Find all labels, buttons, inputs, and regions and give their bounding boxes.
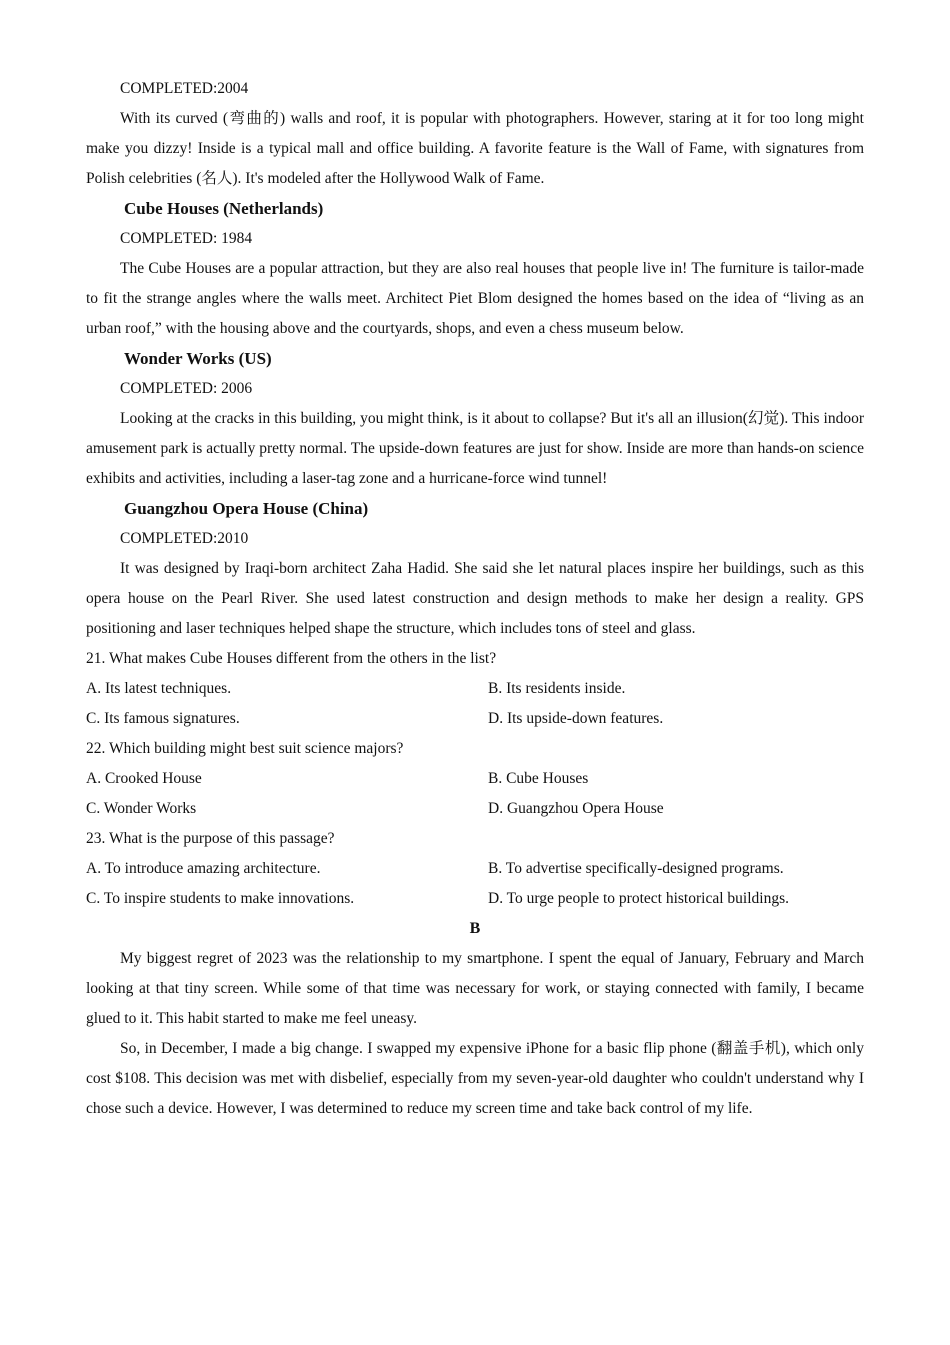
option-a: A. To introduce amazing architecture. bbox=[86, 860, 321, 877]
completed-date: COMPLETED: 1984 bbox=[120, 230, 253, 247]
heading-wonder-works: Wonder Works (US) bbox=[124, 349, 272, 368]
option-d: D. Guangzhou Opera House bbox=[488, 800, 664, 817]
section-b-heading: B bbox=[469, 920, 481, 937]
completed-date: COMPLETED: 2006 bbox=[120, 380, 253, 397]
paragraph-crooked-house: With its curved (弯曲的) walls and roof, it is popular with photographers. However, staring at it for too long might make you dizzy! Inside is a typical mall and office building. A favorite feature is the Wall of Fame, with signatures from Polish celebrities (名人). It's modeled after the Hollywood Walk of Fame. bbox=[86, 110, 864, 187]
option-b: B. To advertise specifically-designed programs. bbox=[488, 860, 784, 877]
paragraph-section-b-1: My biggest regret of 2023 was the relationship to my smartphone. I spent the equal of January, February and March looking at that tiny screen. While some of that time was necessary for work, or staying connected with family, I became glued to it. This habit started to make me feel uneasy. bbox=[86, 950, 864, 1027]
option-b: B. Its residents inside. bbox=[488, 680, 626, 697]
option-a: A. Its latest techniques. bbox=[86, 680, 232, 697]
heading-cube-houses: Cube Houses (Netherlands) bbox=[124, 199, 324, 218]
question-21 bbox=[86, 644, 864, 734]
completed-date: COMPLETED:2004 bbox=[120, 80, 249, 97]
question-stem: 21. What makes Cube Houses different from the others in the list? bbox=[86, 650, 497, 667]
option-b: B. Cube Houses bbox=[488, 770, 589, 787]
paragraph-guangzhou-opera-house: It was designed by Iraqi-born architect Zaha Hadid. She said she let natural places inspire her buildings, such as this opera house on the Pearl River. She used latest construction and design methods to make her design a reality. GPS positioning and laser techniques helped shape the structure, which includes tons of steel and glass. bbox=[86, 560, 864, 637]
question-22 bbox=[86, 734, 864, 824]
question-stem: 23. What is the purpose of this passage? bbox=[86, 830, 335, 847]
option-c: C. Wonder Works bbox=[86, 800, 197, 817]
paragraph-section-b-2: So, in December, I made a big change. I swapped my expensive iPhone for a basic flip phone (翻盖手机), which only cost $108. This decision was met with disbelief, especially from my seven-year-old daughter who couldn't understand why I chose such a device. However, I was determined to reduce my screen time and take back control of my life. bbox=[86, 1040, 864, 1117]
option-a: A. Crooked House bbox=[86, 770, 202, 787]
heading-guangzhou-opera-house: Guangzhou Opera House (China) bbox=[124, 499, 369, 518]
option-c: C. To inspire students to make innovations. bbox=[86, 890, 355, 907]
question-23 bbox=[86, 824, 864, 914]
completed-date: COMPLETED:2010 bbox=[120, 530, 249, 547]
paragraph-cube-houses: The Cube Houses are a popular attraction, but they are also real houses that people live in! The furniture is tailor-made to fit the strange angles where the walls meet. Architect Piet Blom designed the homes based on the idea of “living as an urban roof,” with the housing above and the courtyards, shops, and even a chess museum below. bbox=[86, 260, 864, 337]
question-stem: 22. Which building might best suit science majors? bbox=[86, 740, 404, 757]
option-d: D. To urge people to protect historical buildings. bbox=[488, 890, 789, 907]
paragraph-wonder-works: Looking at the cracks in this building, you might think, is it about to collapse? But it's all an illusion(幻觉). This indoor amusement park is actually pretty normal. The upside-down features are just for show. Inside are more than hands-on science exhibits and activities, including a laser-tag zone and a hurricane-force wind tunnel! bbox=[86, 410, 864, 487]
option-d: D. Its upside-down features. bbox=[488, 710, 664, 727]
option-c: C. Its famous signatures. bbox=[86, 710, 240, 727]
